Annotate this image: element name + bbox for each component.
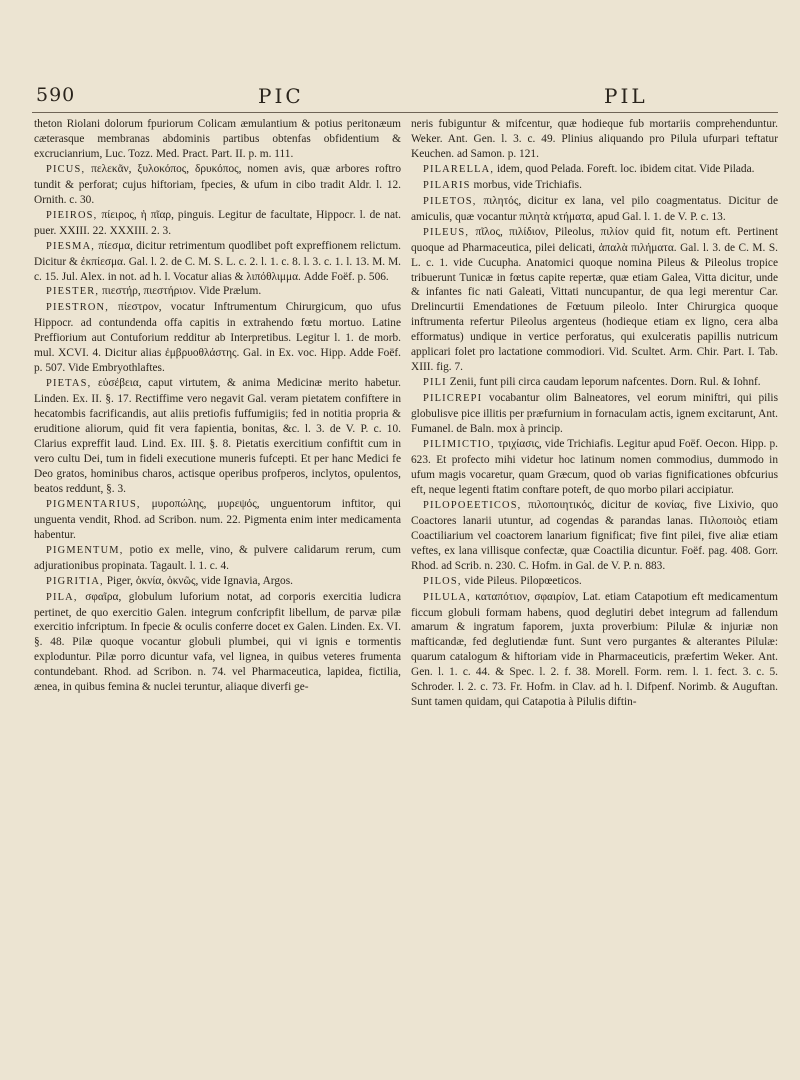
entry-text: morbus, vide Trichiafis. — [473, 178, 582, 191]
dictionary-entry — [411, 391, 778, 437]
entry-term: PIGRITIA, — [46, 575, 104, 587]
entry-term: PILULA, — [423, 591, 471, 603]
entry-term: PIETAS, — [46, 378, 92, 390]
entry-term: PIESMA, — [46, 240, 96, 252]
left-column — [34, 117, 401, 1067]
entry-term: PIEIROS, — [46, 209, 98, 221]
entry-term: PICUS, — [46, 163, 86, 175]
dictionary-entry — [411, 375, 778, 391]
entry-text: εὐσέβεια, caput virtutem, & anima Medicinæ merito habetur. Linden. Ex. II. §. 17. Rectiffime vero negavit Gal. veram pietatem confiftere in hecatombis facrificandis, aut aliis pretiofis fuffumigiis; fed in notitia propria & eruditione aliorum, quid fit vera fapientia, bonitas, &c. l. 3. de V. P. c. 10. Clarius expreffit laud. Lind. Ex. III. §. 8. Pietatis exercitium confiftit cum in vero cultu Dei, tum in fideli executione muneris fufcepti. Et per hanc Medici fe Deo gratos, hominibus charos, actisque operibus profperos, inclytos, opulentos, beatos reddunt, §. 3. — [34, 377, 401, 495]
entry-text: Zenii, funt pili circa caudam leporum nafcentes. Dorn. Rul. & Iohnf. — [449, 376, 761, 389]
entry-term: PIGMENTUM, — [46, 544, 124, 556]
dictionary-entry — [34, 208, 401, 239]
dictionary-entry — [34, 300, 401, 376]
dictionary-entry — [411, 178, 778, 194]
running-head-left: PIC — [258, 84, 304, 108]
entry-text: πιλοποιητικός, dicitur de κονίας, five Lixivio, quo Coactores lanarii utuntur, ad cogendas & parandas lanas. Πιλοποιὸς etiam Coactiliarium vel coactorem lanarium fignificat; five fint pilei, five aliæ etiam veftes, ex lana villisque confectæ, quæ Coactilia dicuntur. Foëf. pag. 408. Gorr. Rhod. ad Scrib. n. 230. C. Hofm. in Gal. de V. P. n. 883. — [411, 498, 778, 572]
right-column — [411, 117, 778, 1067]
entry-text: πελεκᾶν, ξυλοκόπος, δρυκόπος, nomen avis, quæ arbores roftro tundit & perforat; cujus hiftoriam, fpecies, & ufum in cibo tradit Aldr. l. 12. Ornith. c. 30. — [34, 162, 401, 206]
entry-term: PIESTRON, — [46, 302, 110, 314]
entry-term: PILEUS, — [423, 226, 470, 238]
entry-term: PILETOS, — [423, 195, 477, 207]
dictionary-entry — [34, 117, 401, 162]
dictionary-entry — [34, 497, 401, 543]
dictionary-entry — [34, 590, 401, 696]
entry-text: μυροπώλης, μυρεψός, unguentorum inftitor, qui unguenta vendit, Rhod. ad Scribon. num. 22. Pigmenta enim inter medicamenta habentur. — [34, 497, 401, 541]
entry-text: theton Riolani dolorum fpuriorum Colicam æmulantium & potius peritonæum cæterasque membranas abdominis partibus obtenfas obfidentium & excrucianrium, Luc. Tozz. Med. Pract. Part. II. p. m. 111. — [34, 118, 401, 160]
entry-term: PILOS, — [423, 575, 462, 587]
entry-term: PIESTER, — [46, 286, 100, 298]
dictionary-entry — [34, 239, 401, 285]
entry-term: PILARIS — [423, 179, 471, 191]
running-head-right: PIL — [604, 84, 648, 108]
dictionary-entry — [411, 574, 778, 590]
entry-text: πιεστήρ, πιεστήριον. Vide Prælum. — [102, 285, 262, 298]
entry-text: σφαῖρα, globulum luforium notat, ad corporis exercitia ludicra pertinet, de quo exercitio Galen. integrum confcripfit libellum, de parvæ pilæ exercitio infcriptum. In fpecie & oculis conferre docet ex Galen. Linden. Ex. VI. §. 48. Pilæ quoque vocantur globuli plumbei, qui vi ignis e tormentis exploduntur. Pilæ porro dicuntur vafa, vel lignea, in quibus veteres frumenta contundebant. Rhod. ad Scribon. n. 74. vel Pharmaceutica, lapidea, fictilia, ænea, in quibus femina & nuclei teruntur, aliaque diverfi ge- — [34, 590, 401, 694]
dictionary-entry — [34, 574, 401, 590]
dictionary-entry — [411, 590, 778, 711]
dictionary-entry — [34, 162, 401, 208]
entry-term: PILIMICTIO, — [423, 439, 495, 451]
text-columns — [34, 117, 778, 1067]
entry-text: τριχίασις, vide Trichiafis. Legitur apud Foëf. Oecon. Hipp. p. 623. Et profecto mihi videtur hoc latinum nomen commodius, dummodo in ufum magis vocaretur, quam Græcum, quod ob varias fignificationes obfcurius eft, neque legenti ftatim conftare poteft, de quo morbo pilari accipiatur. — [411, 438, 778, 496]
dictionary-entry — [34, 284, 401, 300]
entry-text: πῖλος, πιλίδιον, Pileolus, πιλίον quid fit, notum eft. Pertinent quoque ad Pharmaceutica, pilei delicati, ἁπαλὰ πιλήματα. Gal. l. 3. de C. M. S. L. c. 1. vide Cucupha. Anatomici quoque nomina Pileus & Pileolus tropice tribuerunt Tunicæ in fœtus capite repertæ, quæ etiam Galea, Vitta dicitur, unde & infantes fic nati Galeati, Vittati nuncupantur, de qua legi merentur Car. Drelincurtii Emendationes de Fœtuum pileolo. Inter Chirurgica quoque inftrumenta refertur Pileolus argenteus (hodieque etiam ex ligno, cera alba efformatus) undique in vertice perforatus, qui exulceratis papillis nutricum applicari folet pro lactatione commodiori. Vid. Scultet. Arm. Chir. Part. I. Tab. XIII. fig. 7. — [411, 225, 778, 374]
dictionary-entry — [411, 498, 778, 574]
entry-text: πιλητός, dicitur ex lana, vel pilo coagmentatus. Dicitur de amiculis, quæ vocantur πιλητὰ κτήματα, apud Gal. l. 1. de V. P. c. 13. — [411, 194, 778, 223]
entry-term: PILI — [423, 377, 447, 389]
dictionary-entry — [34, 376, 401, 497]
page-number: 590 — [36, 84, 76, 106]
entry-term: PILA, — [46, 591, 78, 603]
dictionary-entry — [411, 437, 778, 498]
entry-text: vide Pileus. Pilopœeticos. — [464, 574, 582, 587]
entry-term: PILOPOEETICOS, — [423, 499, 522, 511]
dictionary-entry — [411, 162, 778, 178]
entry-term: PILARELLA, — [423, 163, 495, 175]
entry-term: PILICREPI — [423, 393, 483, 405]
entry-text: potio ex melle, vino, & pulvere calidarum rerum, cum adjurationibus propinata. Tagault. l. 1. c. 4. — [34, 543, 401, 572]
entry-text: Piger, ὀκνία, ὀκνῶς, vide Ignavia, Argos. — [106, 574, 293, 587]
entry-text: πίεστρον, vocatur Inftrumentum Chirurgicum, quo ufus Hippocr. ad contundenda offa capitis in extrahendo fœtu mortuo. Latine Preffiorium aut Contuforium redditur ab Interpretibus. Legitur l. 1. de morb. mul. XCVI. 4. Dicitur alias ἐμβρυοθλάστης. Gal. in Ex. voc. Hipp. Adde Foëf. p. 507. Vide Embryothlaftes. — [34, 301, 401, 375]
dictionary-entry — [411, 194, 778, 225]
entry-text: neris fubiguntur & mifcentur, quæ hodieque fub mortariis comprehenduntur. Weker. Ant. Gen. l. 3. c. 49. Plinius aliquando pro Pilula ufurpari teftatur Keuchen. ad Samon. p. 121. — [411, 118, 778, 160]
dictionary-entry — [34, 543, 401, 574]
entry-term: PIGMENTARIUS, — [46, 498, 141, 510]
entry-text: vocabantur olim Balneatores, vel eorum miniftri, qui pilis globulisve pice illitis per præfurnium in fornaculam actis, ignem excitarunt, Ant. Fumanel. de Baln. mox à princip. — [411, 392, 778, 436]
entry-text: πίειρος, ἡ πῖαρ, pinguis. Legitur de facultate, Hippocr. l. de nat. puer. XXIII. 22. XXXIII. 2. 3. — [34, 208, 401, 237]
header-rule — [32, 112, 778, 113]
entry-text: idem, quod Pelada. Foreft. loc. ibidem citat. Vide Pilada. — [497, 162, 755, 175]
page-header — [26, 84, 786, 110]
dictionary-entry — [411, 117, 778, 162]
dictionary-entry — [411, 225, 778, 376]
entry-text: πίεσμα, dicitur retrimentum quodlibet poft expreffionem relictum. Dicitur & ἐκπίεσμα. Gal. l. 2. de C. M. S. L. c. 2. l. 1. c. 8. l. 3. c. 1. l. 13. M. M. c. 15. Jul. Alex. in not. ad h. l. Vocatur alias & λιπόθλιμμα. Adde Foëf. p. 506. — [34, 239, 401, 283]
entry-text: καταπότιον, σφαιρίον, Lat. etiam Catapotium eft medicamentum ficcum globuli formam habens, quod deglutiri debet integrum ad fallendum amarum & ingratum faporem, juxta proverbium: Pilulæ & injuriæ non mafticandæ, fed deglutiendæ funt. Sunt vero purgantes & alterantes Pilulæ: quarum catalogum & hiftoriam vide in Pharmaceuticis, præfertim Weker. Ant. Gen. l. 1. c. 44. & Spec. l. 2. f. 38. Morell. Form. rem. l. 1. fect. 3. c. 5. Schroder. l. 2. c. 73. Fr. Hofm. in Clav. ad h. l. Difpenf. Norimb. & Auguftan. Sunt tamen quidam, qui Catapotia à Pilulis diftin- — [411, 590, 778, 709]
